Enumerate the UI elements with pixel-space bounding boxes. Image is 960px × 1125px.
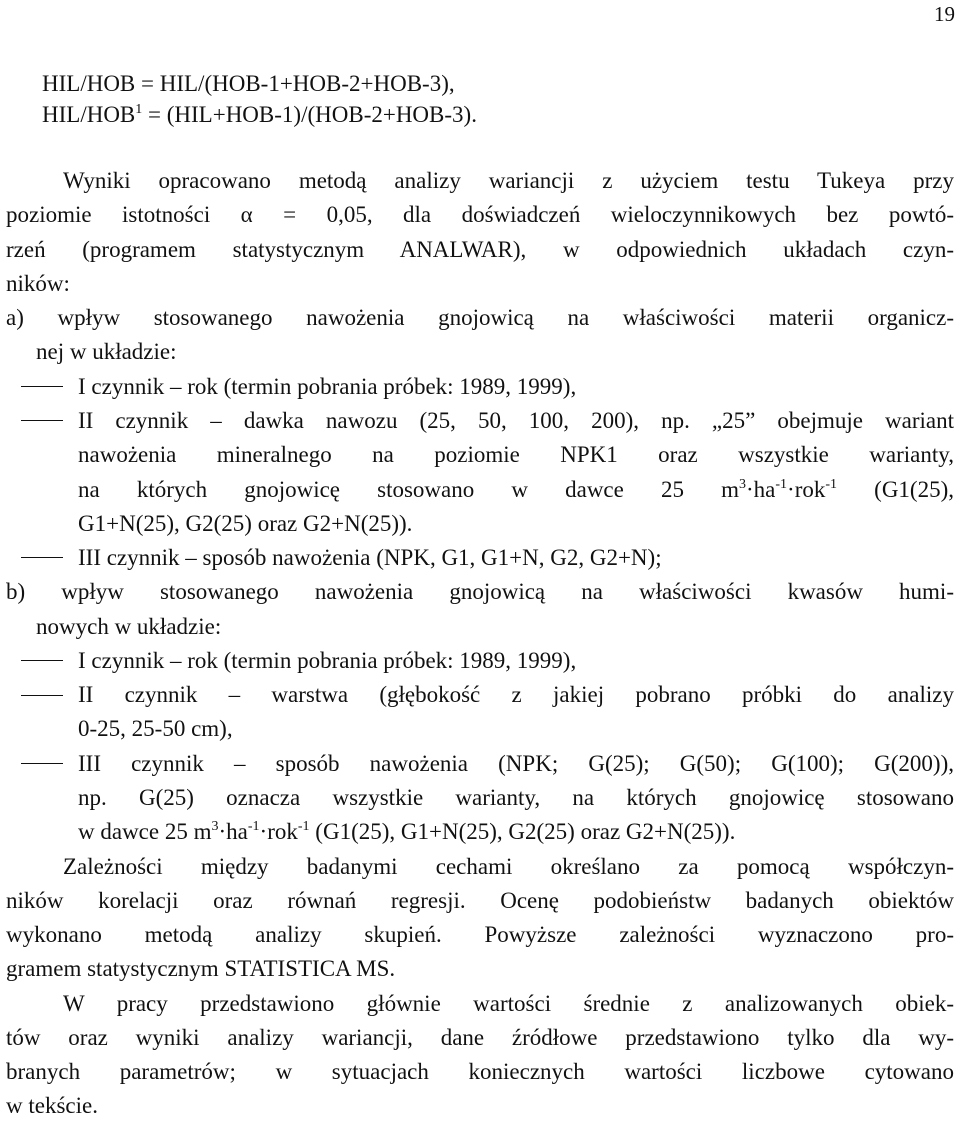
list-b-item-3-line-3-a: w dawce 25 m: [78, 819, 212, 845]
superscript-minus-1: -1: [775, 476, 788, 492]
list-a-item-1: I czynnik – rok (termin pobrania próbek: 1989, 1999),: [78, 373, 577, 399]
list-a-item-2-line-4: G1+N(25), G2(25) oraz G2+N(25)).: [78, 510, 413, 536]
para1-line-2: poziomie istotności α = 0,05, dla doświadczeń wieloczynnikowych bez powtó-: [6, 202, 954, 228]
list-a-item-1-dash: [21, 386, 63, 387]
list-a-item-2-line-3-a: na których gnojowicę stosowano w dawce 25 m: [78, 476, 739, 502]
superscript-minus-1b: -1: [825, 476, 838, 492]
formula-line-2: [42, 101, 477, 129]
para1-line-1: Wyniki opracowano metodą analizy wariancji z użyciem testu Tukeya przy: [63, 168, 954, 194]
list-a-heading-line-2: nej w układzie:: [36, 339, 177, 365]
list-a-item-3: III czynnik – sposób nawożenia (NPK, G1, G1+N, G2, G2+N);: [78, 545, 662, 570]
page-number: 19: [934, 2, 955, 26]
list-a-item-2-line-3: [78, 476, 954, 504]
superscript-minus-1-d: -1: [297, 819, 310, 835]
para2-line-1: Zależności między badanymi cechami określano za pomocą współczyn-: [63, 853, 954, 879]
list-a-item-2-line-3-c: ·rok: [787, 476, 826, 502]
list-a-item-3-dash: [21, 557, 63, 558]
superscript-minus-1-c: -1: [247, 819, 260, 835]
list-b-item-2-line-2: 0-25, 25-50 cm),: [78, 716, 233, 742]
para1-line-4: ników:: [6, 270, 70, 296]
para3-line-1: W pracy przedstawiono głównie wartości średnie z analizowanych obiek-: [63, 990, 954, 1016]
list-b-item-3-line-3: [78, 818, 735, 846]
formula-line-1: HIL/HOB = HIL/(HOB-1+HOB-2+HOB-3),: [42, 71, 455, 96]
list-b-item-3-dash: [21, 763, 63, 764]
para3-line-4: w tekście.: [6, 1093, 98, 1119]
list-b-heading-line-1: b) wpływ stosowanego nawożenia gnojowicą na właściwości kwasów humi-: [6, 579, 954, 605]
para3-line-3: branych parametrów; w sytuacjach koniecznych wartości liczbowe cytowano: [6, 1059, 954, 1085]
list-b-item-2-line-1: II czynnik – warstwa (głębokość z jakiej pobrano próbki do analizy: [78, 682, 954, 708]
para3-line-2: tów oraz wyniki analizy wariancji, dane źródłowe przedstawiono tylko dla wy-: [6, 1024, 954, 1050]
para2-line-4: gramem statystycznym STATISTICA MS.: [6, 956, 396, 982]
list-a-item-2-dash: [21, 420, 63, 421]
list-b-item-1: I czynnik – rok (termin pobrania próbek: 1989, 1999),: [78, 647, 577, 673]
para1-line-3: rzeń (programem statystycznym ANALWAR), w odpowiednich układach czyn-: [6, 236, 954, 262]
list-b-item-3-line-2: np. G(25) oznacza wszystkie warianty, na których gnojowicę stosowano: [78, 784, 954, 810]
list-a-item-2-line-3-b: ·ha: [745, 476, 776, 502]
list-b-item-3-line-3-d: (G1(25), G1+N(25), G2(25) oraz G2+N(25)).: [309, 819, 736, 845]
superscript-3: 3: [738, 476, 746, 492]
list-a-heading-line-1: a) wpływ stosowanego nawożenia gnojowicą na właściwości materii organicz-: [6, 305, 954, 331]
para2-line-2: ników korelacji oraz równań regresji. Ocenę podobieństw badanych obiektów: [6, 887, 954, 913]
formula-line-2-b: = (HIL+HOB-1)/(HOB-2+HOB-3).: [142, 101, 477, 127]
formula-line-2-a: HIL/HOB: [42, 101, 136, 127]
superscript-3-b: 3: [211, 819, 219, 835]
list-a-item-2-line-3-d: (G1(25),: [837, 476, 954, 502]
list-b-heading-line-2: nowych w układzie:: [36, 613, 222, 639]
list-b-item-1-dash: [21, 660, 63, 661]
list-a-item-2-line-1: II czynnik – dawka nawozu (25, 50, 100, 200), np. „25” obejmuje wariant: [78, 408, 954, 433]
list-a-item-2-line-2: nawożenia mineralnego na poziomie NPK1 oraz wszystkie warianty,: [78, 442, 954, 468]
formula-superscript: 1: [135, 101, 143, 117]
list-b-item-3-line-1: III czynnik – sposób nawożenia (NPK; G(25); G(50); G(100); G(200)),: [78, 750, 954, 776]
para2-line-3: wykonano metodą analizy skupień. Powyższe zależności wyznaczono pro-: [6, 922, 954, 947]
list-b-item-3-line-3-c: ·rok: [259, 819, 298, 845]
list-b-item-3-line-3-b: ·ha: [218, 819, 248, 845]
list-b-item-2-dash: [21, 695, 63, 696]
